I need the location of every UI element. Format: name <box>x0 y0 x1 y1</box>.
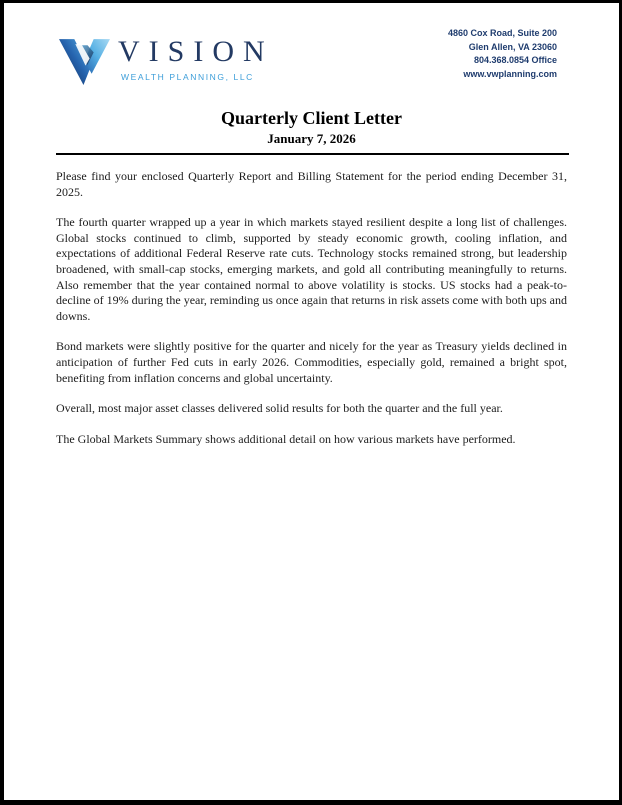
letter-title: Quarterly Client Letter <box>221 108 402 128</box>
paragraph-enclosure: Please find your enclosed Quarterly Report and Billing Statement for the period ending December 31, 2025. <box>56 169 567 199</box>
letter-date: January 7, 2026 <box>267 131 356 146</box>
company-logo <box>58 35 274 88</box>
letter-body <box>4 155 619 447</box>
address-line-2: Glen Allen, VA 23060 <box>468 41 557 52</box>
logo-wordmark <box>118 35 274 82</box>
address-line-1: 4860 Cox Road, Suite 200 <box>447 28 557 38</box>
title-block <box>4 108 619 146</box>
vision-triangle-logo-icon <box>58 35 111 88</box>
phone-line: 804.368.0854 Office <box>473 55 557 65</box>
paragraph-summary-note: The Global Markets Summary shows additional detail on how various markets have performed. <box>56 431 516 446</box>
paragraph-q4-review: The fourth quarter wrapped up a year in which markets stayed resilient despite a long list of challenges. Global stocks continued to climb, supported by steady economic growth, cooling inflation, and expectations of additional Federal Reserve rate cuts. Technology stocks remained strong, but leadership broadened, with small-cap stocks, emerging markets, and gold all contributing meaningfully to returns. Also remember that the year contained normal to above volatility is stocks. US stocks had a peak-to-decline of 19% during the year, reminding us once again that returns in risk assets come with both ups and downs. <box>56 215 567 323</box>
paragraph-overall: Overall, most major asset classes delivered solid results for both the quarter and the full year. <box>56 401 503 416</box>
letterhead <box>4 3 619 88</box>
contact-block <box>448 27 557 81</box>
brand-name: VISION <box>118 35 274 68</box>
website-text: www.vwplanning.com <box>463 68 557 79</box>
brand-tagline: WEALTH PLANNING, LLC <box>121 72 254 82</box>
paragraph-bonds: Bond markets were slightly positive for the quarter and nicely for the year as Treasury yields declined in anticipation of further Fed cuts in early 2026. Commodities, especially gold, remained a bright spot, benefiting from inflation concerns and global uncertainty. <box>56 339 567 385</box>
